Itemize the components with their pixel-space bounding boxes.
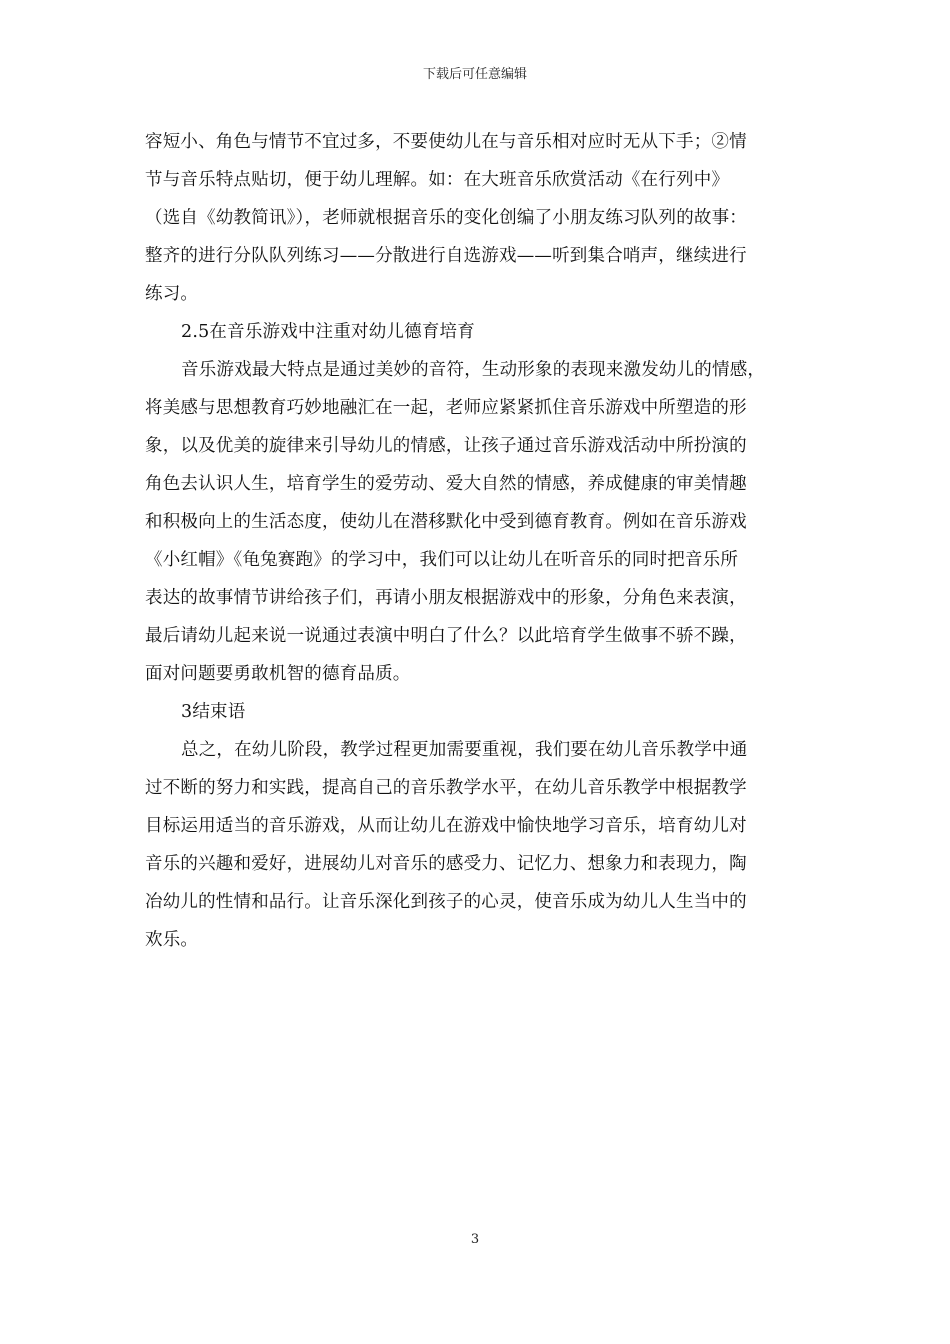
body-text-line: 表达的故事情节讲给孩子们，再请小朋友根据游戏中的形象，分角色来表演， xyxy=(145,588,747,608)
body-text-line: 和积极向上的生活态度，使幼儿在潜移默化中受到德育教育。例如在音乐游戏 xyxy=(145,512,747,532)
document-body xyxy=(145,123,810,959)
body-text-line: 欢乐。 xyxy=(145,930,199,950)
body-text-line: 象，以及优美的旋律来引导幼儿的情感，让孩子通过音乐游戏活动中所扮演的 xyxy=(145,436,747,456)
body-text-line: 整齐的进行分队队列练习——分散进行自选游戏——听到集合哨声，继续进行 xyxy=(145,246,747,266)
body-text-line: 节与音乐特点贴切，便于幼儿理解。如：在大班音乐欣赏活动《在行列中》 xyxy=(145,170,730,190)
body-text-line: 面对问题要勇敢机智的德育品质。 xyxy=(145,664,411,684)
section-heading: 2.5在音乐游戏中注重对幼儿德育培育 xyxy=(181,322,475,342)
body-text-line: 目标运用适当的音乐游戏，从而让幼儿在游戏中愉快地学习音乐，培育幼儿对 xyxy=(145,816,747,836)
body-text-line: 练习。 xyxy=(145,284,199,304)
page-number: 3 xyxy=(470,1232,480,1247)
page-header: 下载后可任意编辑 xyxy=(422,67,527,82)
body-text-line: 将美感与思想教育巧妙地融汇在一起，老师应紧紧抓住音乐游戏中所塑造的形 xyxy=(145,398,747,418)
section-heading: 3结束语 xyxy=(181,702,246,722)
body-text-line: 《小红帽》《龟兔赛跑》的学习中，我们可以让幼儿在听音乐的同时把音乐所 xyxy=(145,550,739,570)
body-text-line: 最后请幼儿起来说一说通过表演中明白了什么？以此培育学生做事不骄不躁， xyxy=(145,626,747,646)
paragraph-first-line: 总之，在幼儿阶段，教学过程更加需要重视，我们要在幼儿音乐教学中通 xyxy=(181,740,748,760)
body-text-line: 冶幼儿的性情和品行。让音乐深化到孩子的心灵，使音乐成为幼儿人生当中的 xyxy=(145,892,747,912)
body-text-line: 容短小、角色与情节不宜过多，不要使幼儿在与音乐相对应时无从下手；②情 xyxy=(145,132,747,152)
body-text-line: 角色去认识人生，培育学生的爱劳动、爱大自然的情感，养成健康的审美情趣 xyxy=(145,474,747,494)
body-text-line: （选自《幼教简讯》），老师就根据音乐的变化创编了小朋友练习队列的故事： xyxy=(145,208,747,228)
paragraph-first-line: 音乐游戏最大特点是通过美妙的音符，生动形象的表现来激发幼儿的情感， xyxy=(181,360,766,380)
body-text-line: 过不断的努力和实践，提高自己的音乐教学水平，在幼儿音乐教学中根据教学 xyxy=(145,778,747,798)
body-text-line: 音乐的兴趣和爱好，进展幼儿对音乐的感受力、记忆力、想象力和表现力，陶 xyxy=(145,854,747,874)
